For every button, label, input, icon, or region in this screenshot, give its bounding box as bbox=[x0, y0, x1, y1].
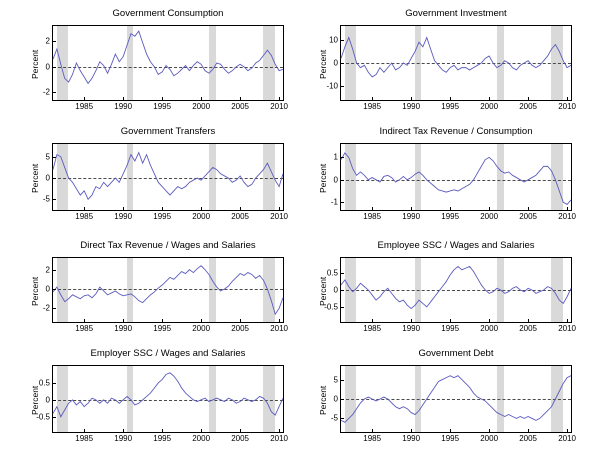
x-tick-mark bbox=[528, 319, 529, 322]
y-tick-label: 0.5 bbox=[326, 268, 338, 278]
x-tick-label: 1995 bbox=[441, 102, 460, 111]
plot-area bbox=[42, 25, 288, 111]
y-tick-label: -2 bbox=[42, 303, 50, 313]
x-tick-mark bbox=[489, 207, 490, 210]
y-axis-label: Percent bbox=[30, 385, 40, 415]
y-tick-label: -10 bbox=[326, 81, 338, 91]
x-tick-label: 2010 bbox=[270, 102, 288, 111]
x-tick-mark bbox=[162, 319, 163, 322]
y-tick-mark bbox=[341, 399, 344, 400]
y-tick-mark bbox=[341, 202, 344, 203]
y-tick-mark bbox=[341, 380, 344, 381]
chart-panel bbox=[30, 240, 292, 341]
x-tick-label: 1990 bbox=[402, 434, 421, 443]
y-tick-mark bbox=[341, 157, 344, 158]
y-tick-mark bbox=[53, 41, 56, 42]
x-tick-label: 1985 bbox=[75, 102, 94, 111]
data-series-line bbox=[341, 366, 571, 432]
x-tick-mark bbox=[489, 429, 490, 432]
x-tick-label: 1985 bbox=[363, 102, 382, 111]
plot-area bbox=[326, 25, 576, 111]
x-tick-label: 1985 bbox=[75, 324, 94, 333]
chart-title: Government Debt bbox=[418, 348, 494, 359]
y-tick-label: 2 bbox=[45, 265, 50, 275]
x-tick-label: 2005 bbox=[231, 324, 250, 333]
x-tick-mark bbox=[567, 207, 568, 210]
x-tick-mark bbox=[450, 319, 451, 322]
plot-area bbox=[42, 143, 288, 221]
x-tick-mark bbox=[123, 319, 124, 322]
x-tick-label: 2005 bbox=[519, 212, 538, 221]
x-tick-label: 1985 bbox=[363, 434, 382, 443]
x-tick-mark bbox=[279, 429, 280, 432]
x-tick-label: 1995 bbox=[153, 434, 172, 443]
y-tick-label: 0 bbox=[333, 58, 338, 68]
x-tick-label: 1990 bbox=[402, 102, 421, 111]
x-tick-mark bbox=[279, 207, 280, 210]
data-series-line bbox=[341, 26, 571, 100]
x-tick-mark bbox=[84, 97, 85, 100]
x-tick-label: 2010 bbox=[558, 324, 576, 333]
chart-panel bbox=[30, 126, 292, 229]
x-tick-label: 2000 bbox=[192, 324, 211, 333]
data-series-line bbox=[53, 258, 283, 322]
y-tick-label: -0.5 bbox=[324, 302, 338, 312]
x-tick-mark bbox=[528, 429, 529, 432]
x-tick-label: 2005 bbox=[519, 324, 538, 333]
y-tick-mark bbox=[341, 180, 344, 181]
x-tick-label: 1990 bbox=[114, 212, 133, 221]
y-axis-label: Percent bbox=[30, 163, 40, 193]
y-axis-label: Percent bbox=[30, 276, 40, 306]
x-tick-label: 1990 bbox=[402, 212, 421, 221]
y-tick-mark bbox=[53, 67, 56, 68]
y-tick-label: -0.5 bbox=[36, 412, 50, 422]
x-tick-mark bbox=[372, 207, 373, 210]
x-tick-label: 1990 bbox=[114, 434, 133, 443]
x-tick-label: 2005 bbox=[231, 212, 250, 221]
x-tick-mark bbox=[372, 319, 373, 322]
chart-panel bbox=[318, 8, 580, 119]
x-tick-label: 1985 bbox=[363, 324, 382, 333]
x-tick-mark bbox=[411, 429, 412, 432]
x-tick-mark bbox=[201, 207, 202, 210]
x-tick-label: 2005 bbox=[519, 102, 538, 111]
chart-panel bbox=[318, 240, 580, 341]
data-series-line bbox=[341, 144, 571, 210]
y-tick-label: -5 bbox=[330, 413, 338, 423]
y-tick-label: -1 bbox=[330, 197, 338, 207]
x-tick-label: 2000 bbox=[192, 102, 211, 111]
chart-title: Indirect Tax Revenue / Consumption bbox=[379, 126, 533, 137]
y-tick-label: 10 bbox=[329, 35, 338, 45]
y-tick-label: 0 bbox=[45, 284, 50, 294]
x-tick-mark bbox=[411, 319, 412, 322]
y-tick-label: 0.5 bbox=[38, 378, 50, 388]
x-tick-label: 1995 bbox=[153, 324, 172, 333]
x-tick-mark bbox=[528, 207, 529, 210]
chart-title: Employer SSC / Wages and Salaries bbox=[90, 348, 246, 359]
y-tick-label: 0 bbox=[333, 394, 338, 404]
chart-title: Government Investment bbox=[405, 8, 507, 19]
x-tick-mark bbox=[123, 97, 124, 100]
x-tick-label: 1995 bbox=[441, 324, 460, 333]
y-tick-mark bbox=[341, 290, 344, 291]
x-tick-mark bbox=[567, 319, 568, 322]
y-tick-label: 0 bbox=[45, 62, 50, 72]
x-tick-mark bbox=[201, 97, 202, 100]
x-tick-label: 1985 bbox=[75, 212, 94, 221]
x-tick-label: 2010 bbox=[270, 434, 288, 443]
y-tick-mark bbox=[53, 157, 56, 158]
y-tick-mark bbox=[53, 383, 56, 384]
x-tick-mark bbox=[489, 319, 490, 322]
x-tick-mark bbox=[528, 97, 529, 100]
x-tick-label: 2000 bbox=[480, 102, 499, 111]
x-tick-mark bbox=[279, 319, 280, 322]
y-tick-mark bbox=[341, 63, 344, 64]
x-tick-label: 1995 bbox=[441, 434, 460, 443]
data-series-line bbox=[53, 26, 283, 100]
x-tick-mark bbox=[123, 207, 124, 210]
x-tick-label: 2010 bbox=[558, 434, 576, 443]
x-tick-label: 1990 bbox=[114, 324, 133, 333]
y-tick-mark bbox=[53, 92, 56, 93]
y-axis-label: Percent bbox=[318, 385, 328, 415]
x-tick-mark bbox=[84, 319, 85, 322]
chart-title: Government Consumption bbox=[112, 8, 224, 19]
x-tick-label: 2005 bbox=[231, 434, 250, 443]
y-axis-label: Percent bbox=[318, 49, 328, 79]
y-tick-mark bbox=[53, 308, 56, 309]
y-tick-label: 1 bbox=[333, 152, 338, 162]
chart-panel bbox=[318, 126, 580, 229]
y-tick-mark bbox=[53, 400, 56, 401]
y-tick-mark bbox=[341, 86, 344, 87]
y-tick-label: 0 bbox=[333, 175, 338, 185]
x-tick-mark bbox=[372, 97, 373, 100]
x-tick-label: 1995 bbox=[153, 212, 172, 221]
y-tick-mark bbox=[53, 417, 56, 418]
y-tick-mark bbox=[53, 270, 56, 271]
x-tick-label: 2000 bbox=[480, 324, 499, 333]
x-tick-label: 2000 bbox=[192, 212, 211, 221]
x-tick-mark bbox=[240, 97, 241, 100]
plot-area bbox=[36, 365, 288, 443]
plot-area bbox=[324, 257, 576, 333]
x-tick-label: 1985 bbox=[363, 212, 382, 221]
x-tick-mark bbox=[123, 429, 124, 432]
x-tick-label: 2000 bbox=[480, 212, 499, 221]
chart-panel bbox=[318, 348, 580, 451]
plot-area bbox=[330, 365, 576, 443]
x-tick-label: 1995 bbox=[153, 102, 172, 111]
x-tick-mark bbox=[450, 429, 451, 432]
x-tick-label: 2010 bbox=[270, 324, 288, 333]
plot-area bbox=[42, 257, 288, 333]
x-tick-label: 2005 bbox=[231, 102, 250, 111]
data-series-line bbox=[53, 144, 283, 210]
x-tick-label: 2010 bbox=[270, 212, 288, 221]
y-axis-label: Percent bbox=[318, 163, 328, 193]
y-tick-mark bbox=[341, 307, 344, 308]
chart-panel bbox=[30, 348, 292, 451]
y-tick-label: 2 bbox=[45, 36, 50, 46]
x-tick-mark bbox=[84, 207, 85, 210]
y-tick-label: 0 bbox=[333, 285, 338, 295]
y-tick-mark bbox=[341, 418, 344, 419]
x-tick-mark bbox=[411, 207, 412, 210]
y-tick-label: 5 bbox=[333, 375, 338, 385]
y-axis-label: Percent bbox=[318, 276, 328, 306]
x-tick-mark bbox=[489, 97, 490, 100]
x-tick-label: 2000 bbox=[192, 434, 211, 443]
y-axis-label: Percent bbox=[30, 49, 40, 79]
chart-title: Direct Tax Revenue / Wages and Salaries bbox=[80, 240, 256, 251]
y-tick-mark bbox=[53, 289, 56, 290]
x-tick-label: 2010 bbox=[558, 102, 576, 111]
y-tick-label: 0 bbox=[45, 173, 50, 183]
x-tick-mark bbox=[411, 97, 412, 100]
x-tick-label: 2005 bbox=[519, 434, 538, 443]
y-tick-mark bbox=[341, 273, 344, 274]
x-tick-mark bbox=[567, 97, 568, 100]
x-tick-mark bbox=[84, 429, 85, 432]
x-tick-mark bbox=[240, 429, 241, 432]
x-tick-mark bbox=[240, 207, 241, 210]
x-tick-mark bbox=[162, 207, 163, 210]
x-tick-mark bbox=[450, 97, 451, 100]
y-tick-mark bbox=[53, 178, 56, 179]
y-tick-label: 5 bbox=[45, 152, 50, 162]
x-tick-mark bbox=[162, 429, 163, 432]
y-tick-label: -2 bbox=[42, 87, 50, 97]
x-tick-mark bbox=[201, 429, 202, 432]
x-tick-label: 1995 bbox=[441, 212, 460, 221]
y-tick-label: 0 bbox=[45, 395, 50, 405]
chart-title: Employee SSC / Wages and Salaries bbox=[377, 240, 535, 251]
y-tick-mark bbox=[53, 199, 56, 200]
x-tick-mark bbox=[162, 97, 163, 100]
data-series-line bbox=[341, 258, 571, 322]
y-tick-label: -5 bbox=[42, 194, 50, 204]
x-tick-label: 1990 bbox=[402, 324, 421, 333]
x-tick-mark bbox=[450, 207, 451, 210]
x-tick-label: 2010 bbox=[558, 212, 576, 221]
x-tick-label: 1990 bbox=[114, 102, 133, 111]
y-tick-mark bbox=[341, 40, 344, 41]
x-tick-mark bbox=[567, 429, 568, 432]
chart-panel bbox=[30, 8, 292, 119]
data-series-line bbox=[53, 366, 283, 432]
x-tick-mark bbox=[201, 319, 202, 322]
x-tick-label: 1985 bbox=[75, 434, 94, 443]
x-tick-mark bbox=[240, 319, 241, 322]
x-tick-mark bbox=[279, 97, 280, 100]
plot-area bbox=[330, 143, 576, 221]
x-tick-mark bbox=[372, 429, 373, 432]
chart-title: Government Transfers bbox=[120, 126, 216, 137]
x-tick-label: 2000 bbox=[480, 434, 499, 443]
